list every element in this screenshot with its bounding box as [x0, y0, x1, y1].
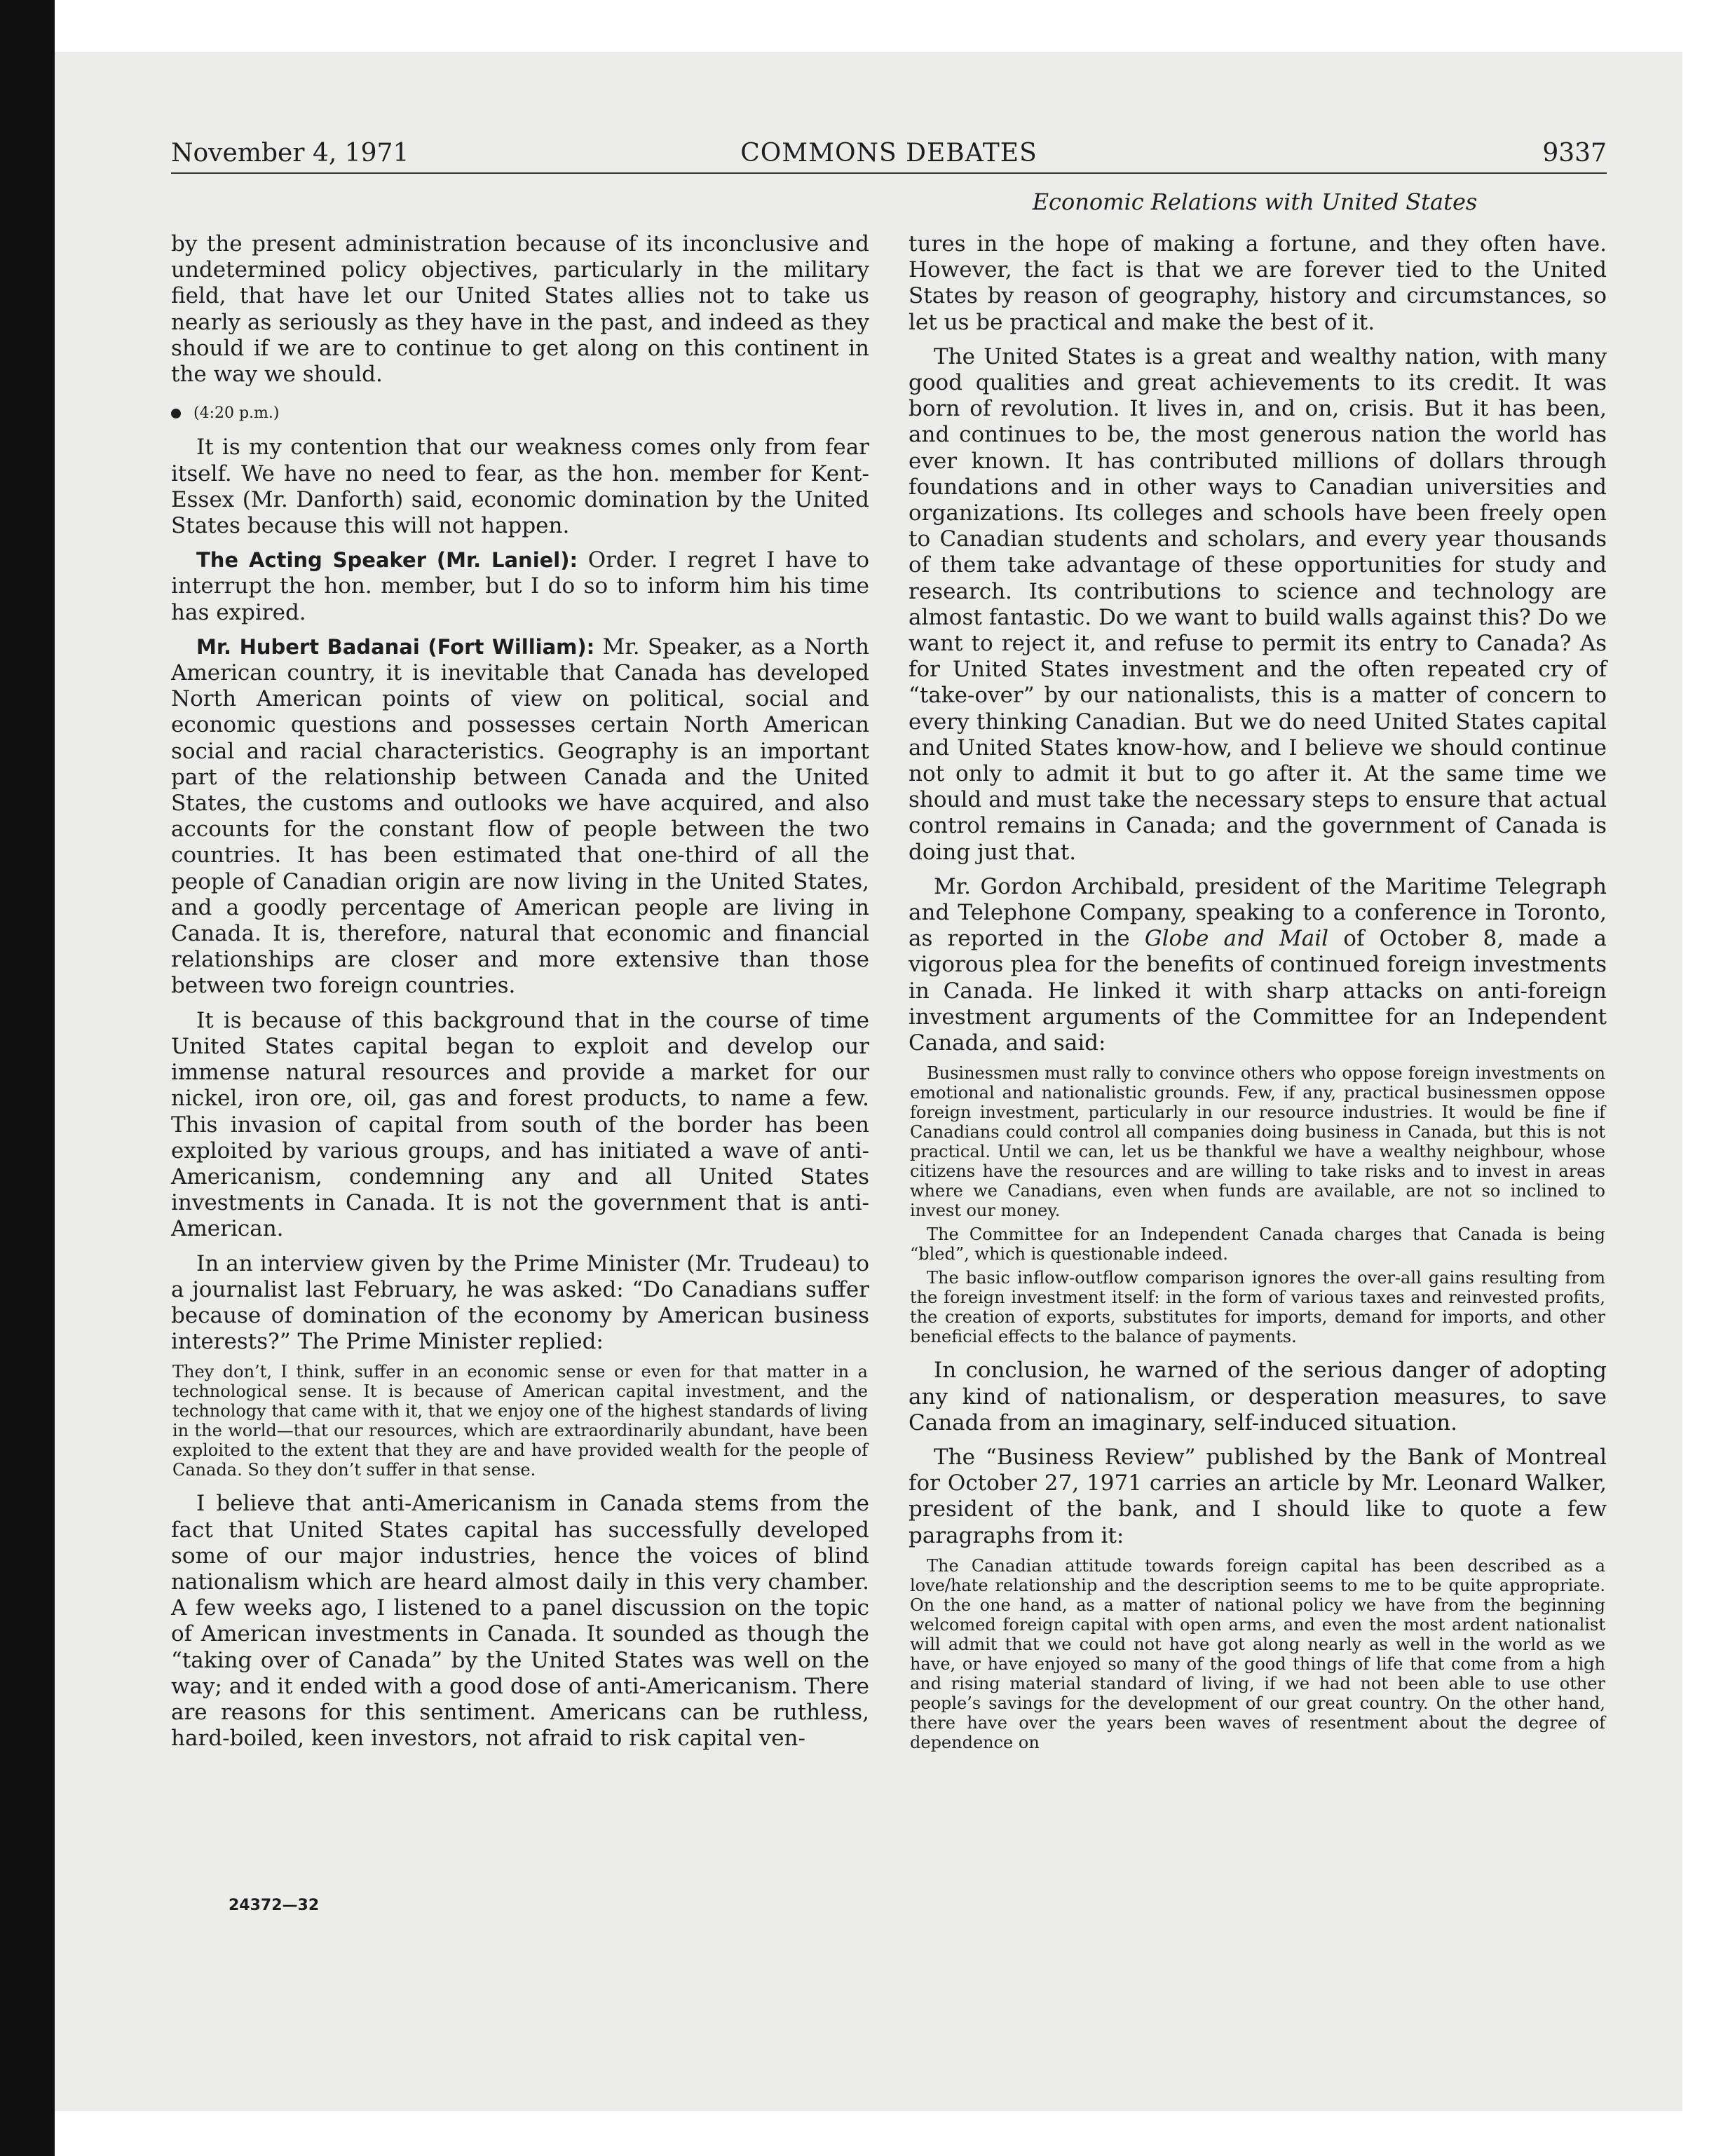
paragraph: It is because of this background that in the course of time United States capital began to exploit and develop our immense natural resources and provide a market for our nickel, iron ore, oil, gas and forest products, to name a few. This invasion of capital from south of the border has been exploited by various groups, and has initiated a wave of anti-Americanism, condemning any and all United States investments in Canada. It is not the government that is anti-American.: [171, 1007, 869, 1242]
newspaper-title: Globe and Mail: [1144, 926, 1329, 952]
speech-text: Order. I regret I have to interrupt the hon. member, but I do so to inform him his time has expired.: [171, 547, 869, 625]
page-footer-code: 24372—32: [229, 1897, 320, 1914]
speaker-name: Mr. Hubert Badanai (Fort William):: [196, 634, 595, 659]
paragraph: The “Business Review” published by the Bank of Montreal for October 27, 1971 carries an article by Mr. Leonard Walker, president of the bank, and I should like to quote a few paragraphs from it:: [909, 1444, 1607, 1548]
paragraph: In an interview given by the Prime Minister (Mr. Trudeau) to a journalist last February, he was asked: “Do Canadians suffer because of domination of the economy by American business interests?” The Prime Minister replied:: [171, 1250, 869, 1355]
section-subheading: Economic Relations with United States: [1032, 189, 1478, 215]
paragraph-archibald: [909, 874, 1607, 1056]
paragraph: It is my contention that our weakness comes only from fear itself. We have no need to fear, as the hon. member for Kent-Essex (Mr. Danforth) said, economic domination by the United States because this will not happen.: [171, 435, 869, 539]
block-quote: They don’t, I think, suffer in an economic sense or even for that matter in a technological sense. It is because of American capital investment, and the technology that came with it, that we enjoy one of the highest standards of living in the world—that our resources, which are extraordinarily abundant, have been exploited to the extent that they are and have provided wealth for the people of Canada. So they don’t suffer in that sense.: [172, 1362, 868, 1480]
block-quote: The Canadian attitude towards foreign capital has been described as a love/hate relationship and the description seems to me to be quite appropriate. On the one hand, as a matter of national policy we have from the beginning welcomed foreign capital with open arms, and even the most ardent nationalist will admit that we could not have got along nearly as well in the world as we have, or have enjoyed so many of the good things of life that come from a high and rising material standard of living, if we had not been able to use other people’s savings for the development of our great country. On the other hand, there have over the years been waves of resentment about the degree of dependence on: [910, 1555, 1605, 1752]
paragraph: by the present administration because of its inconclusive and undetermined policy objectives, particularly in the military field, that have let our United States allies not to take us nearly as seriously as they have in the past, and indeed as they should if we are to continue to get along on this continent in the way we should.: [171, 231, 869, 388]
block-quote: Businessmen must rally to convince others who oppose foreign investments on emotional and nationalistic grounds. Few, if any, practical businessmen oppose foreign investment, particularly in our resource industries. It would be fine if Canadians could control all companies doing business in Canada, but this is not practical. Until we can, let us be thankful we have a wealthy neighbour, whose citizens have the resources and are willing to take risks and to invest in areas where we Canadians, even when funds are available, are not so inclined to invest our money.: [910, 1063, 1605, 1221]
text-run: Mr. Gordon Archibald, president of the Maritime Telegraph and Telephone Company, speaking to a conference in Toronto, as reported in the: [909, 873, 1607, 952]
text-run: of October 8, made a vigorous plea for the benefits of continued foreign investments in Canada. He linked it with sharp attacks on anti-foreign investment arguments of the Committee for an Independent Canada, and said:: [909, 926, 1607, 1056]
page-header: [171, 137, 1607, 174]
header-title: COMMONS DEBATES: [740, 139, 1037, 168]
block-quote: The basic inflow-outflow comparison ignores the over-all gains resulting from the foreign investment itself: in the form of various taxes and reinvested profits, the creation of exports, substitutes for imports, demand for imports, and other beneficial effects to the balance of payments.: [910, 1268, 1605, 1347]
paragraph: I believe that anti-Americanism in Canada stems from the fact that United States capital has successfully developed some of our major industries, hence the voices of blind nationalism which are heard almost daily in this very chamber. A few weeks ago, I listened to a panel discussion on the topic of American investments in Canada. It sounded as though the “taking over of Canada” by the United States was well on the way; and it ended with a good dose of anti-Americanism. There are reasons for this sentiment. Americans can be ruthless, hard-boiled, keen investors, not afraid to risk capital ven-: [171, 1491, 869, 1752]
header-page-number: 9337: [1542, 139, 1607, 168]
speech-text: Mr. Speaker, as a North American country, it is inevitable that Canada has developed North American points of view on political, social and economic questions and possesses certain North American social and racial characteristics. Geography is an important part of the relationship between Canada and the United States, the customs and outlooks we have acquired, and also accounts for the constant flow of people between the two countries. It has been estimated that one-third of all the people of Canadian origin are now living in the United States, and a goodly percentage of American people are living in Canada. It is, therefore, natural that economic and financial relationships are closer and more extensive than those between two foreign countries.: [171, 634, 869, 999]
left-column: [171, 231, 869, 1752]
paragraph: tures in the hope of making a fortune, and they often have. However, the fact is that we are forever tied to the United States by reason of geography, history and circumstances, so let us be practical and make the best of it.: [909, 231, 1607, 335]
bullet-icon: [171, 409, 181, 418]
paragraph: The United States is a great and wealthy nation, with many good qualities and great achievements to its credit. It was born of revolution. It lives in, and on, crisis. But it has been, and continues to be, the most generous nation the world has ever known. It has contributed millions of dollars through foundations and in other ways to Canadian universities and organizations. Its colleges and schools have been freely open to Canadian students and scholars, and every year thousands of them take advantage of these opportunities for study and research. Its contributions to science and technology are almost fantastic. Do we want to build walls against this? Do we want to reject it, and refuse to permit its entry to Canada? As for United States investment and the often repeated cry of “take-over” by our nationalists, this is a matter of concern to every thinking Canadian. But we do need United States capital and United States know-how, and I believe we should continue not only to admit it but to go after it. At the same time we should and must take the necessary steps to ensure that actual control remains in Canada; and the government of Canada is doing just that.: [909, 343, 1607, 865]
speaker-name: The Acting Speaker (Mr. Laniel):: [196, 548, 578, 573]
time-marker: [171, 400, 869, 426]
right-column: [909, 231, 1607, 1752]
time-marker-text: (4:20 p.m.): [193, 404, 280, 423]
header-date: November 4, 1971: [171, 139, 409, 168]
paragraph: In conclusion, he warned of the serious danger of adopting any kind of nationalism, or desperation measures, to save Canada from an imaginary, self-induced situation.: [909, 1358, 1607, 1435]
speech-acting-speaker: [171, 547, 869, 626]
scan-top-margin: [0, 0, 1735, 52]
speech-badanai: [171, 634, 869, 999]
block-quote: The Committee for an Independent Canada charges that Canada is being “bled”, which is questionable indeed.: [910, 1224, 1605, 1264]
scan-left-edge: [0, 0, 55, 2156]
